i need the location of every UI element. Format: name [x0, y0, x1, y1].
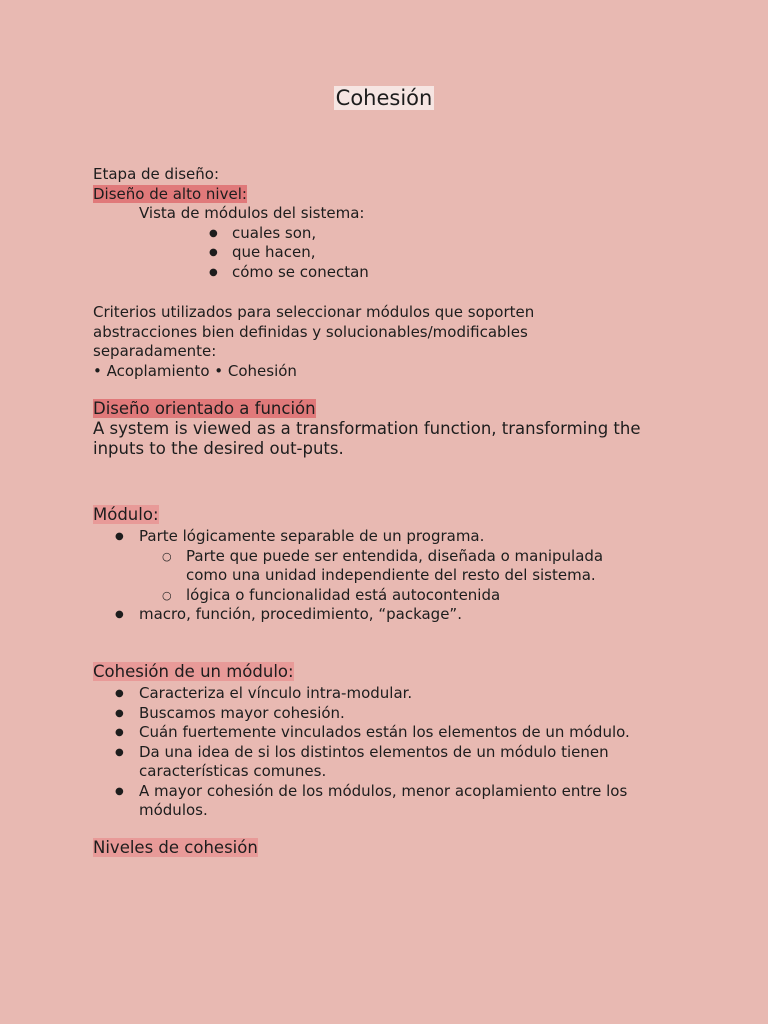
- niveles-heading: Niveles de cohesión: [93, 838, 258, 857]
- list-item: ● macro, función, procedimiento, “package”.: [93, 605, 683, 625]
- vista-label: Vista de módulos del sistema:: [139, 204, 365, 222]
- list-item: ○ Parte que puede ser entendida, diseñada o manipulada como una unidad independiente del resto del sistema.: [93, 547, 638, 586]
- list-item: ● Parte lógicamente separable de un programa.: [93, 527, 683, 547]
- modulo-sub-list: [93, 547, 638, 606]
- list-item: ● Buscamos mayor cohesión.: [93, 704, 668, 724]
- design-section: [93, 165, 683, 282]
- list-item: ● Cuán fuertemente vinculados están los elementos de un módulo.: [93, 723, 668, 743]
- title-text: Cohesión: [335, 86, 433, 110]
- cohesion-list: [93, 684, 668, 821]
- list-item: ● Caracteriza el vínculo intra-modular.: [93, 684, 668, 704]
- funcion-text: A system is viewed as a transformation function, transforming the inputs to the desired out-puts.: [93, 419, 641, 458]
- criterios-section: [93, 303, 593, 381]
- list-item: ○ lógica o funcionalidad está autocontenida: [93, 586, 638, 606]
- niveles-section: [93, 838, 683, 858]
- cohesion-modulo-heading: Cohesión de un módulo:: [93, 662, 294, 681]
- alto-nivel-heading: Diseño de alto nivel:: [93, 184, 247, 203]
- modulo-list: [93, 527, 683, 547]
- list-item: ● Da una idea de si los distintos elementos de un módulo tienen características comunes.: [93, 743, 668, 782]
- funcion-heading: Diseño orientado a función: [93, 399, 316, 418]
- criterios-text: Criterios utilizados para seleccionar módulos que soporten abstracciones bien definidas y solucionables/modificables separadamente:: [93, 303, 535, 360]
- cohesion-modulo-section: [93, 662, 668, 821]
- page-title: [0, 84, 768, 112]
- funcion-section: [93, 399, 673, 459]
- modulo-section: [93, 505, 683, 625]
- etapa-label: Etapa de diseño:: [93, 165, 220, 183]
- modulo-heading: Módulo:: [93, 505, 159, 524]
- modulo-list-2: [93, 605, 683, 625]
- vista-list: [93, 224, 683, 283]
- criterios-items: • Acoplamiento • Cohesión: [93, 361, 297, 380]
- list-item: ● A mayor cohesión de los módulos, menor acoplamiento entre los módulos.: [93, 782, 668, 821]
- list-item: ● cuales son,: [93, 224, 683, 244]
- list-item: ● cómo se conectan: [93, 263, 683, 283]
- list-item: ● que hacen,: [93, 243, 683, 263]
